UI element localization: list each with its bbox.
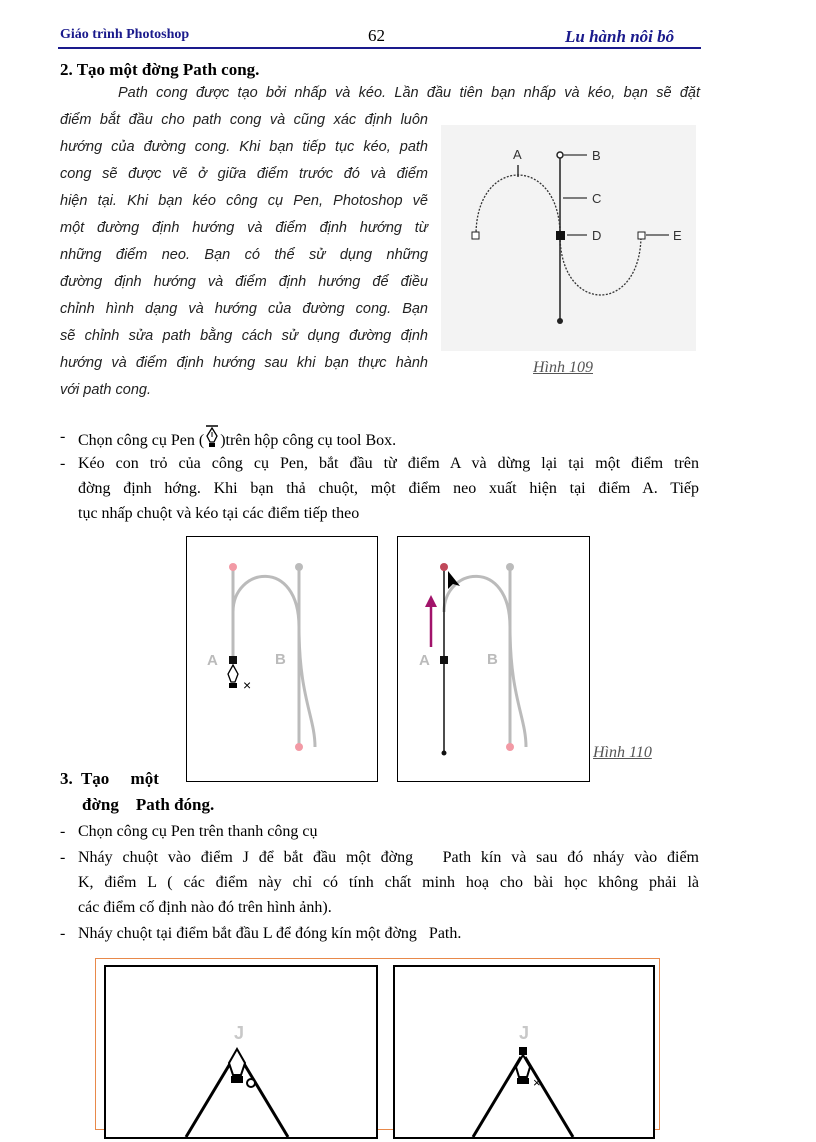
- figure-111-left: [104, 965, 378, 1139]
- anchor-start: [472, 232, 479, 239]
- path-segment: [186, 1057, 234, 1137]
- curve-path-diagram: [441, 125, 696, 351]
- paragraph-line: những điểm neo. Bạn có thể sử dụng những: [60, 247, 428, 263]
- header-page-number: 62: [368, 26, 385, 45]
- paragraph-line: hướng của đường cong. Khi bạn tiếp tục kéo, path: [60, 139, 428, 155]
- figure-111: [95, 958, 660, 1130]
- label-j: J: [519, 1023, 530, 1043]
- bullet-dash: -: [60, 823, 66, 840]
- pen-cursor-base: [229, 683, 237, 688]
- direction-point-bottom: [557, 318, 563, 324]
- figure-109-caption: Hình 109: [533, 359, 593, 376]
- closed-path-next: [395, 967, 653, 1137]
- direction-point-top: [440, 563, 448, 571]
- pen-cursor-icon: [228, 665, 238, 682]
- anchor-a: [229, 656, 237, 664]
- paragraph-line: chỉnh hình dạng và hướng của đường cong. Bạn: [60, 301, 428, 317]
- bullet-click-points: [78, 845, 699, 920]
- paragraph-line: đường định hướng và điểm định hướng để điều: [60, 274, 428, 290]
- curve-drag-direction: [398, 537, 589, 781]
- section-2-paragraph: [60, 107, 428, 404]
- header-book-title: Giáo trình Photoshop: [60, 27, 190, 42]
- bullet-dash: -: [60, 428, 66, 445]
- section-3-heading: 3. Tạo một: [60, 769, 159, 788]
- ghost-point: [229, 563, 237, 571]
- label-a: A: [419, 652, 430, 669]
- figure-109: [441, 125, 696, 351]
- close-path-circle-icon: [247, 1079, 255, 1087]
- path-segment: [473, 1057, 521, 1137]
- path-segment: [240, 1057, 288, 1137]
- section-3-heading-cont: đờng Path đóng.: [82, 795, 215, 814]
- section-2-heading: 2. Tạo một đờng Path cong.: [60, 60, 260, 79]
- close-icon: ×: [243, 677, 252, 693]
- bullet-line: K, điểm L ( các điểm này chỉ có tính chất minh hoạ cho bài học không phải là: [78, 874, 699, 891]
- bullet-text: Chọn công cụ Pen (: [78, 432, 205, 449]
- anchor-a: [440, 656, 448, 664]
- drag-arrow-head: [425, 595, 437, 607]
- pen-cursor-icon: [516, 1055, 530, 1077]
- paragraph-line: một đường định hướng và điểm định hướng từ: [60, 220, 428, 236]
- pen-cursor-base: [517, 1078, 529, 1084]
- paragraph-line: cong sẽ được vẽ ở giữa điểm trước đó và điểm: [60, 166, 428, 182]
- paragraph-line: điểm bắt đầu cho path cong và cũng xác định luôn: [60, 112, 428, 128]
- label-e: E: [673, 228, 682, 243]
- closed-path-start: [106, 967, 376, 1137]
- anchor-e: [638, 232, 645, 239]
- paragraph-line: sẽ chỉnh sửa path bằng cách sử dụng đường định: [60, 328, 428, 344]
- figure-110-left: [186, 536, 378, 782]
- direction-point-top: [557, 152, 563, 158]
- ghost-point: [295, 743, 303, 751]
- label-c: C: [592, 191, 602, 206]
- pen-cursor-base: [231, 1076, 243, 1083]
- anchor-d: [556, 231, 565, 240]
- section-2-intro: Path cong được tạo bởi nhấp và kéo. Lần đầu tiên bạn nhấp và kéo, bạn sẽ đặt: [118, 85, 700, 101]
- label-b: B: [592, 148, 601, 163]
- bullet-close-path: Nháy chuột tại điểm bắt đầu L để đóng kín một đờng Path.: [78, 925, 462, 942]
- bullet-dash: -: [60, 849, 66, 866]
- ghost-curve: [444, 567, 526, 747]
- bullet-line: tục nhấp chuột và kéo tại các điểm tiếp theo: [78, 505, 360, 522]
- figure-111-right: [393, 965, 655, 1139]
- label-d: D: [592, 228, 602, 243]
- label-b: B: [487, 651, 498, 668]
- bullet-dash: -: [60, 925, 66, 942]
- bullet-line: các điểm cố định nào đó trên hình ảnh).: [78, 899, 332, 916]
- pen-cursor-icon: [229, 1049, 245, 1075]
- bullet-select-pen: [78, 424, 396, 453]
- label-a: A: [207, 652, 218, 669]
- figure-110-caption: Hình 110: [593, 744, 652, 761]
- ghost-curve: [233, 567, 315, 747]
- close-icon: ×: [533, 1075, 541, 1090]
- label-j: J: [234, 1023, 245, 1043]
- paragraph-line: với path cong.: [60, 382, 151, 398]
- path-segment: [525, 1057, 573, 1137]
- paragraph-line: hướng và điểm định hướng sau khi bạn thực hành: [60, 355, 428, 371]
- header-distribution-note: Lu hành nôi bô: [565, 27, 675, 46]
- ghost-point: [506, 563, 514, 571]
- paragraph-line: hiện tại. Khi bạn kéo công cụ Pen, Photoshop vẽ: [60, 193, 428, 209]
- header-rule: [58, 47, 701, 49]
- curve-drag-start: [187, 537, 377, 781]
- bullet-dash: -: [60, 455, 66, 472]
- label-b: B: [275, 651, 286, 668]
- bullet-line: đờng định hớng. Khi bạn thả chuột, một điểm neo xuất hiện tại điểm A. Tiếp: [78, 480, 699, 497]
- bullet-select-pen-toolbar: Chọn công cụ Pen trên thanh công cụ: [78, 823, 318, 840]
- bullet-text: )trên hộp công cụ tool Box.: [220, 432, 397, 449]
- ghost-point: [506, 743, 514, 751]
- ghost-point: [295, 563, 303, 571]
- bullet-drag-pen: [78, 451, 699, 526]
- direction-point-bottom: [442, 751, 447, 756]
- bullet-line: Nháy chuột vào điểm J để bắt đầu một đờng Path kín và sau đó nháy vào điểm: [78, 849, 699, 866]
- pen-tool-icon: [204, 424, 220, 450]
- figure-110-right: [397, 536, 590, 782]
- label-a: A: [513, 147, 522, 162]
- bullet-line: Kéo con trỏ của công cụ Pen, bắt đầu từ điểm A và dừng lại tại một điểm trên: [78, 455, 699, 472]
